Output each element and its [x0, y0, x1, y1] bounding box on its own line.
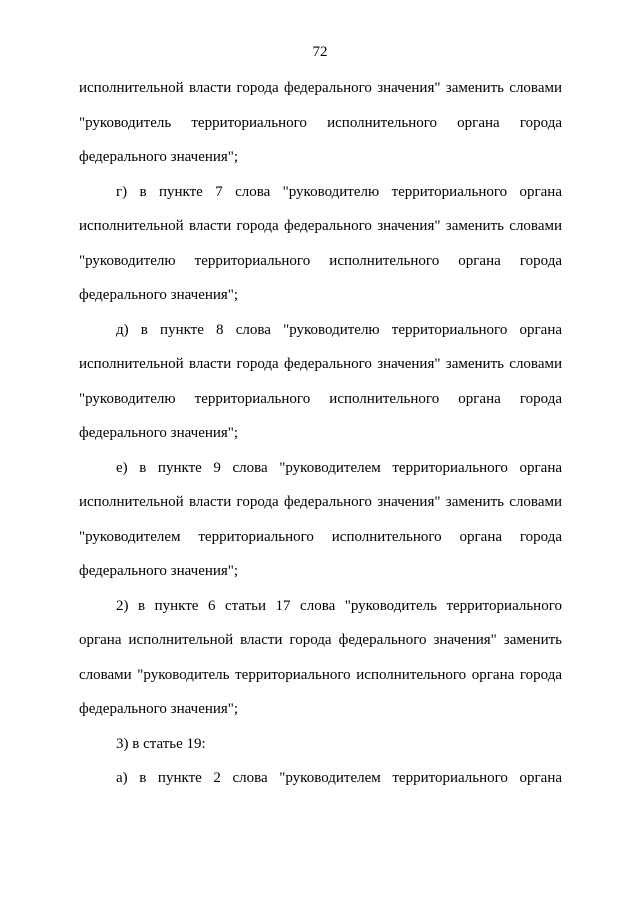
text-line: г) в пункте 7 слова "руководителю территориального органа [116, 183, 562, 200]
text-line: "руководителю территориального исполнительного органа города [79, 390, 562, 407]
text-line: федерального значения"; [79, 149, 239, 165]
text-line: органа исполнительной власти города федерального значения" заменить [79, 632, 562, 648]
text-line: д) в пункте 8 слова "руководителю территориального органа [116, 321, 562, 338]
text-line: словами "руководитель территориального исполнительного органа города [79, 666, 562, 683]
text-line: а) в пункте 2 слова "руководителем территориального органа [116, 770, 562, 786]
text-line: 3) в статье 19: [116, 735, 206, 752]
text-line: исполнительной власти города федерального значения" заменить словами [79, 356, 562, 372]
text-line: федерального значения"; [79, 425, 239, 441]
text-line: федерального значения"; [79, 287, 239, 303]
text-line: "руководителю территориального исполнительного органа города [79, 252, 562, 269]
text-line: е) в пункте 9 слова "руководителем территориального органа [116, 459, 562, 476]
text-line: исполнительной власти города федерального значения" заменить словами [79, 218, 562, 234]
page-number: 72 [312, 44, 328, 60]
text-line: федерального значения"; [79, 701, 239, 717]
document-body [79, 78, 562, 803]
text-line: "руководителем территориального исполнительного органа города [79, 528, 562, 545]
text-line: исполнительной власти города федерального значения" заменить словами [79, 80, 562, 96]
text-line: исполнительной власти города федерального значения" заменить словами [79, 494, 562, 510]
text-line: 2) в пункте 6 статьи 17 слова "руководитель территориального [116, 597, 562, 614]
text-line: "руководитель территориального исполнительного органа города [79, 114, 562, 131]
text-line: федерального значения"; [79, 563, 239, 579]
